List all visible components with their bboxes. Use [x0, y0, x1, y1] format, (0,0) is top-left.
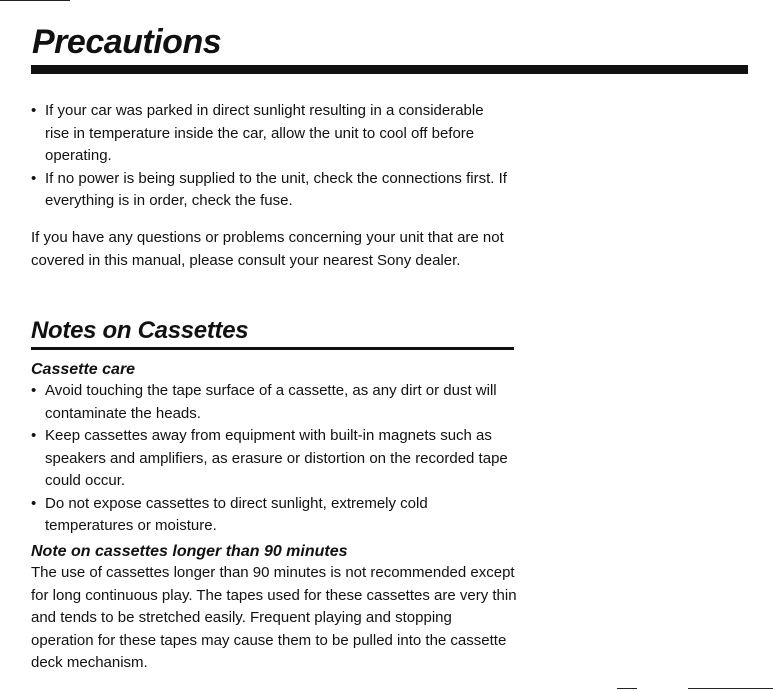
cassette-care-list	[31, 380, 517, 538]
long-cassettes-heading: Note on cassettes longer than 90 minutes	[31, 543, 348, 560]
precautions-paragraph: If you have any questions or problems concerning your unit that are not covered in this manual, please consult your nearest Sony dealer.	[31, 229, 504, 269]
cassette-care-item: • Avoid touching the tape surface of a cassette, as any dirt or dust will contaminate the heads.	[31, 380, 517, 425]
bottom-crop-mark-right	[688, 688, 773, 689]
long-cassettes-paragraph: The use of cassettes longer than 90 minutes is not recommended except for long continuous play. The tapes used for these cassettes are very thin and tends to be stretched easily. Frequent playing and stopping operation for these tapes may cause them to be pulled into the cassette deck mechanism.	[31, 564, 517, 671]
precaution-item: • If your car was parked in direct sunlight resulting in a considerable rise in temperature inside the car, allow the unit to cool off before operating.	[31, 100, 511, 168]
precautions-rule	[31, 65, 748, 74]
notes-title: Notes on Cassettes	[31, 317, 249, 344]
precautions-list	[31, 100, 511, 213]
notes-rule	[31, 347, 514, 350]
cassette-care-heading: Cassette care	[31, 361, 136, 378]
precaution-item: • If no power is being supplied to the unit, check the connections first. If everything is in order, check the fuse.	[31, 168, 511, 213]
bottom-crop-mark-left	[617, 688, 637, 689]
cassette-care-item: • Keep cassettes away from equipment with built-in magnets such as speakers and amplifiers, as erasure or distortion on the recorded tape could occur.	[31, 425, 517, 493]
top-left-crop-mark	[0, 0, 70, 1]
cassette-care-item: • Do not expose cassettes to direct sunlight, extremely cold temperatures or moisture.	[31, 493, 517, 538]
precautions-title: Precautions	[32, 23, 222, 61]
